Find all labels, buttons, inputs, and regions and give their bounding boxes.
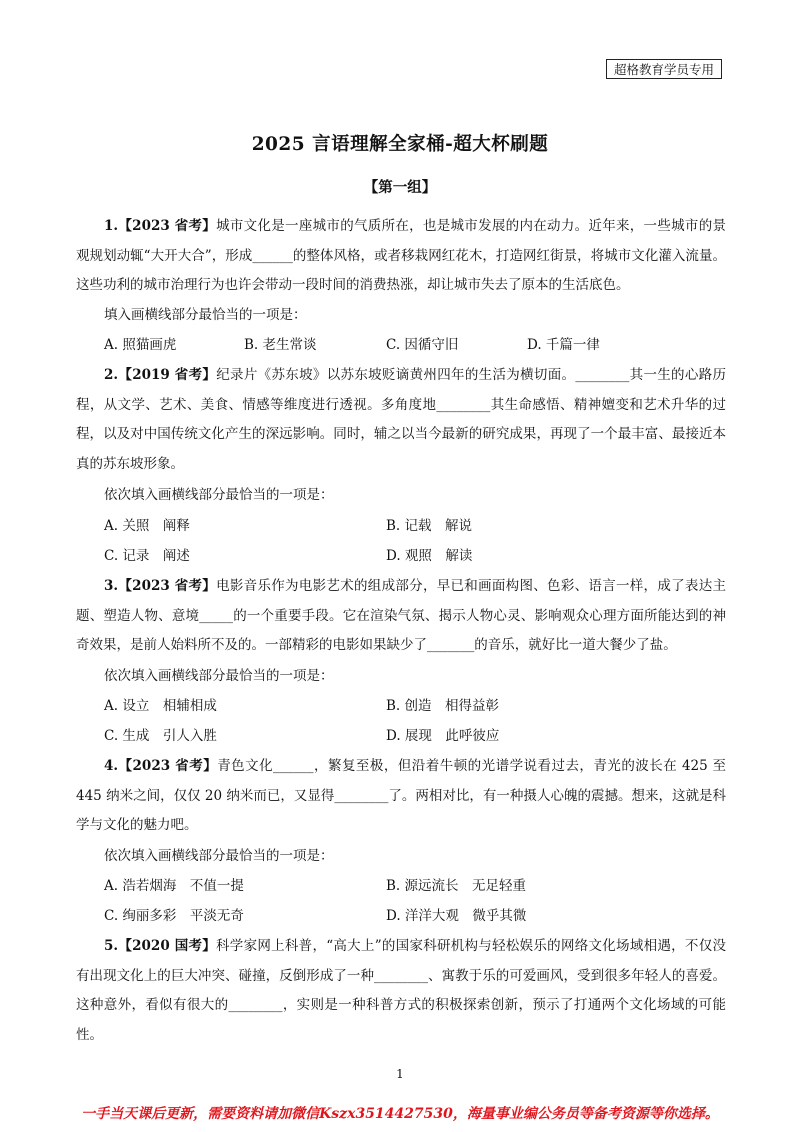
option-1a[interactable]: A. 照猫画虎 (104, 337, 177, 353)
option-1b[interactable]: B. 老生常谈 (244, 337, 317, 353)
question-source: 2.【2019 省考】 (104, 367, 217, 383)
footer-notice: 一手当天课后更新，需要资料请加微信Kszx3514427530，海量事业编公务员等备考资源等你选择。 (81, 1106, 719, 1122)
option-2d[interactable]: D. 观照 解读 (386, 548, 473, 564)
question-source: 4.【2023 省考】 (104, 758, 218, 774)
question-1-instruction: 填入画横线部分最恰当的一项是： (104, 307, 307, 323)
question-3 (76, 572, 726, 661)
option-2b[interactable]: B. 记载 解说 (386, 518, 473, 534)
option-3c[interactable]: C. 生成 引人入胜 (104, 728, 217, 744)
option-4d[interactable]: D. 洋洋大观 微乎其微 (386, 908, 527, 924)
option-3b[interactable]: B. 创造 相得益彰 (386, 698, 500, 714)
question-text: 青色文化______，繁复至极，但沿着牛顿的光谱学说看过去，青光的波长在 425 至 445 纳米之间，仅仅 20 纳米而已，又显得________了。两相对比，有一种摄人心魄的震撼。想来，这就是科学与文化的魅力吧。 (76, 758, 726, 833)
page-number: 1 (396, 1067, 404, 1081)
group-heading: 【第一组】 (363, 179, 437, 196)
question-source: 5.【2020 国考】 (104, 938, 217, 954)
option-3a[interactable]: A. 设立 相辅相成 (104, 698, 217, 714)
question-2-instruction: 依次填入画横线部分最恰当的一项是： (104, 487, 334, 503)
question-text: 城市文化是一座城市的气质所在，也是城市发展的内在动力。近年来，一些城市的景观规划动辄“大开大合”，形成______的整体风格，或者移栽网红花木，打造网红街景，将城市文化灌入流量。这些功利的城市治理行为也许会带动一段时间的消费热涨，却让城市失去了原本的生活底色。 (76, 218, 727, 293)
option-2a[interactable]: A. 关照 阐释 (104, 518, 190, 534)
option-2c[interactable]: C. 记录 阐述 (104, 548, 190, 564)
option-3d[interactable]: D. 展现 此呼彼应 (386, 728, 500, 744)
question-text: 科学家网上科普，“高大上”的国家科研机构与轻松娱乐的网络文化场域相遇，不仅没有出现文化上的巨大冲突、碰撞，反倒形成了一种________、寓教于乐的可爱画风，受到很多年轻人的喜爱。这种意外，看似有很大的________，实则是一种科普方式的积极探索创新，预示了打通两个文化场域的可能性。 (76, 938, 726, 1043)
question-5 (76, 932, 726, 1050)
question-source: 1.【2023 省考】 (104, 218, 217, 234)
question-4-instruction: 依次填入画横线部分最恰当的一项是： (104, 848, 334, 864)
question-source: 3.【2023 省考】 (104, 578, 217, 594)
question-2 (76, 361, 726, 479)
option-4b[interactable]: B. 源远流长 无足轻重 (386, 878, 527, 894)
option-1c[interactable]: C. 因循守旧 (386, 337, 459, 353)
option-4a[interactable]: A. 浩若烟海 不值一提 (104, 878, 244, 894)
document-title: 2025 言语理解全家桶-超大杯刷题 (251, 134, 549, 155)
question-text: 电影音乐作为电影艺术的组成部分，早已和画面构图、色彩、语言一样，成了表达主题、塑造人物、意境_____的一个重要手段。它在渲染气氛、揭示人物心灵、影响观众心理方面所能达到的神奇效果，是前人始料所不及的。一部精彩的电影如果缺少了_______的音乐，就好比一道大餐少了盐。 (76, 578, 727, 653)
option-4c[interactable]: C. 绚丽多彩 平淡无奇 (104, 908, 244, 924)
question-1 (76, 212, 726, 301)
header-badge: 超格教育学员专用 (606, 59, 722, 79)
question-3-instruction: 依次填入画横线部分最恰当的一项是： (104, 668, 334, 684)
question-text: 纪录片《苏东坡》以苏东坡贬谪黄州四年的生活为横切面。________其一生的心路历程，从文学、艺术、美食、情感等维度进行透视。多角度地________其生命感悟、精神嬗变和艺术升华的过程，以及对中国传统文化产生的深远影响。同时，辅之以当今最新的研究成果，再现了一个最丰富、最接近本真的苏东坡形象。 (76, 367, 726, 472)
question-4 (76, 752, 726, 841)
option-1d[interactable]: D. 千篇一律 (527, 337, 600, 353)
